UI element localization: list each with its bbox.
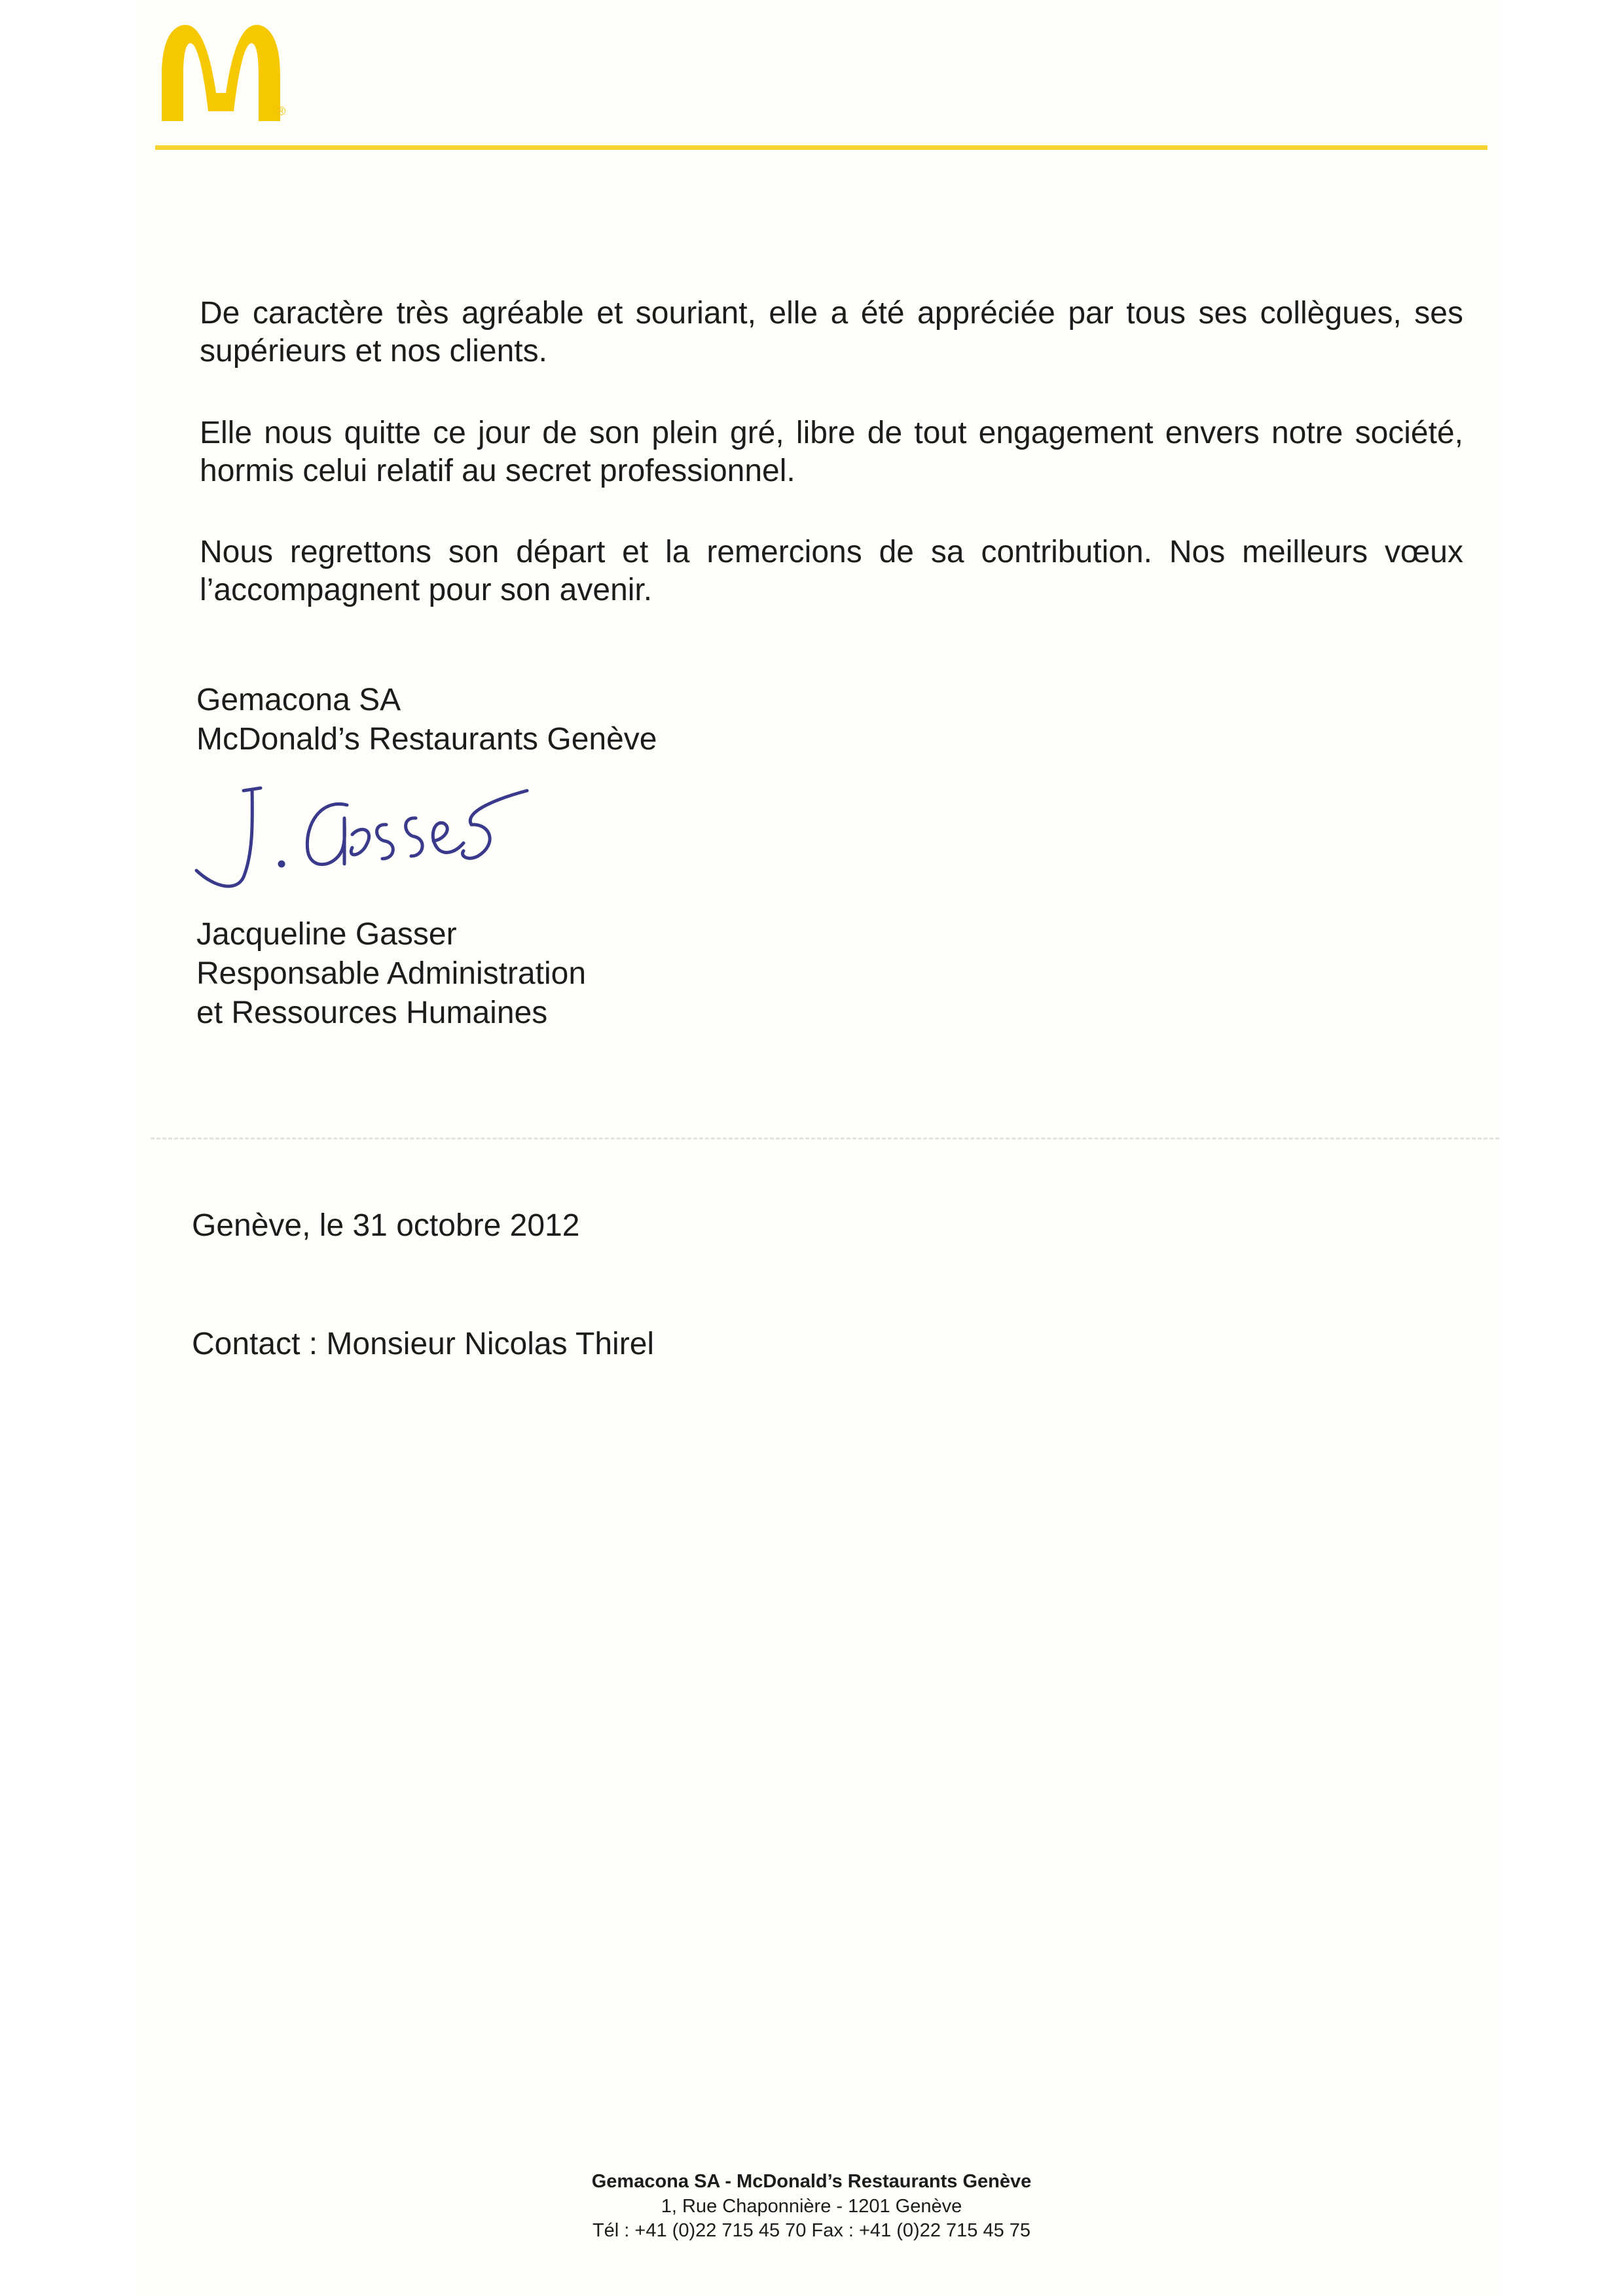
golden-arches-icon bbox=[154, 20, 298, 124]
body-paragraph-3: Nous regrettons son départ et la remercions de sa contribution. Nos meilleurs vœux l’accompagnent pour son avenir. bbox=[200, 535, 1463, 607]
footer-phone-fax: Tél : +41 (0)22 715 45 70 Fax : +41 (0)22 715 45 75 bbox=[592, 2220, 1031, 2241]
signatory-block bbox=[196, 915, 586, 1033]
body-paragraph-2: Elle nous quitte ce jour de son plein gré, libre de tout engagement envers notre société, hormis celui relatif au secret professionnel. bbox=[200, 416, 1463, 488]
body-paragraph-1: De caractère très agréable et souriant, elle a été appréciée par tous ses collègues, ses supérieurs et nos clients. bbox=[200, 296, 1463, 368]
fold-line bbox=[151, 1138, 1499, 1139]
letterhead-rule bbox=[155, 145, 1487, 150]
signatory-title-line2: et Ressources Humaines bbox=[196, 996, 548, 1030]
place-date: Genève, le 31 octobre 2012 bbox=[192, 1208, 580, 1243]
registered-mark: ® bbox=[277, 105, 286, 118]
signatory-name: Jacqueline Gasser bbox=[196, 917, 457, 952]
sender-restaurants: McDonald’s Restaurants Genève bbox=[196, 722, 657, 757]
sender-block bbox=[196, 681, 657, 759]
footer-address: 1, Rue Chaponnière - 1201 Genève bbox=[661, 2196, 962, 2217]
sender-company: Gemacona SA bbox=[196, 683, 401, 717]
contact-line: Contact : Monsieur Nicolas Thirel bbox=[192, 1327, 655, 1361]
signature bbox=[190, 779, 530, 893]
signatory-title-line1: Responsable Administration bbox=[196, 956, 587, 991]
footer-company: Gemacona SA - McDonald’s Restaurants Genève bbox=[591, 2171, 1032, 2192]
